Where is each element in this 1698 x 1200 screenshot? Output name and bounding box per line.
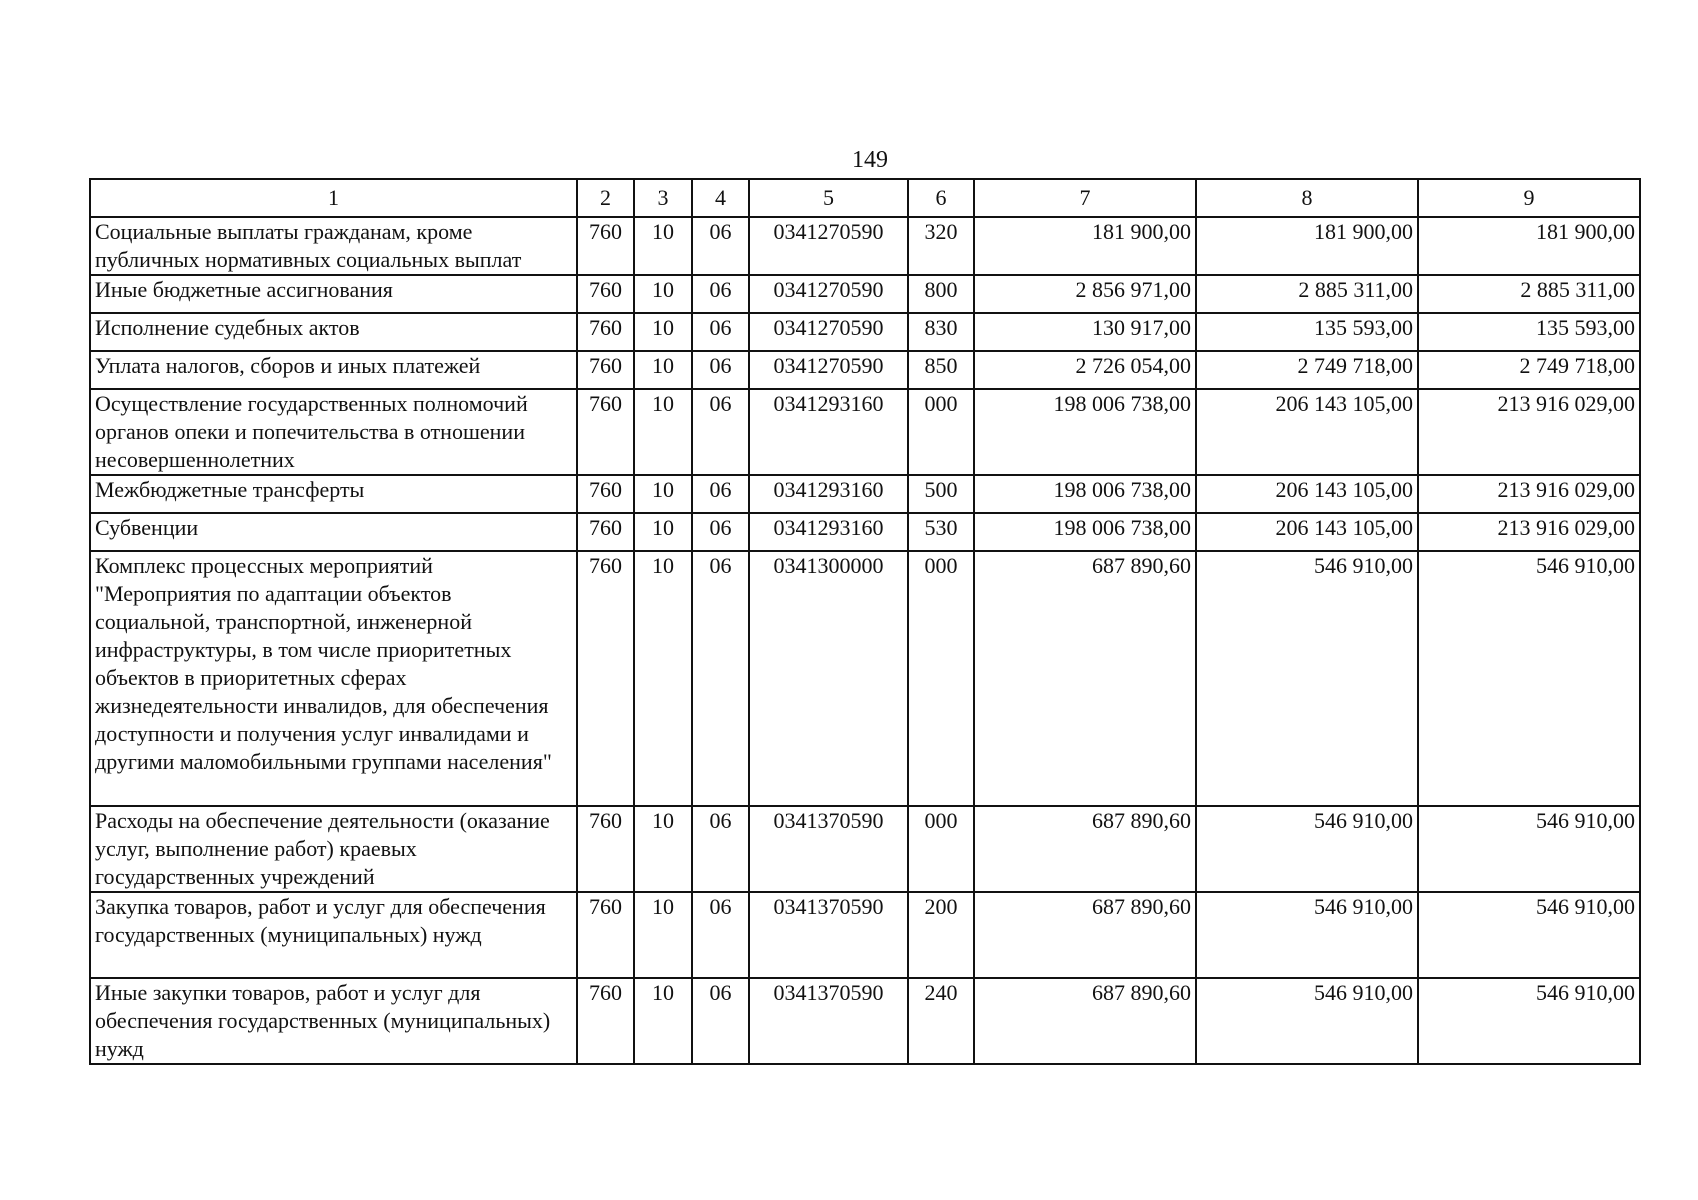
row-code-6: 850: [908, 351, 974, 389]
row-code-5: 0341370590: [749, 892, 908, 978]
row-code-4: 06: [692, 275, 749, 313]
row-code-2: 760: [577, 513, 634, 551]
header-cell: 3: [634, 179, 692, 217]
row-name: Закупка товаров, работ и услуг для обеспечения государственных (муниципальных) нужд: [90, 892, 577, 978]
row-amount-9: 181 900,00: [1418, 217, 1640, 275]
row-amount-7: 198 006 738,00: [974, 513, 1196, 551]
row-code-3: 10: [634, 313, 692, 351]
row-name: Субвенции: [90, 513, 577, 551]
row-amount-7: 687 890,60: [974, 551, 1196, 806]
row-amount-9: 546 910,00: [1418, 551, 1640, 806]
row-amount-9: 546 910,00: [1418, 806, 1640, 892]
row-amount-7: 687 890,60: [974, 892, 1196, 978]
table-row: [90, 475, 1640, 513]
row-name: Исполнение судебных актов: [90, 313, 577, 351]
budget-table: [89, 178, 1641, 1065]
row-amount-8: 2 749 718,00: [1196, 351, 1418, 389]
row-code-4: 06: [692, 389, 749, 475]
row-code-5: 0341293160: [749, 513, 908, 551]
row-amount-8: 206 143 105,00: [1196, 513, 1418, 551]
row-amount-8: 546 910,00: [1196, 806, 1418, 892]
row-amount-9: 2 749 718,00: [1418, 351, 1640, 389]
row-amount-8: 546 910,00: [1196, 978, 1418, 1064]
row-code-2: 760: [577, 475, 634, 513]
row-amount-8: 181 900,00: [1196, 217, 1418, 275]
header-cell: 7: [974, 179, 1196, 217]
row-code-2: 760: [577, 892, 634, 978]
row-code-4: 06: [692, 892, 749, 978]
page-number: 149: [852, 147, 888, 173]
row-code-5: 0341270590: [749, 313, 908, 351]
row-amount-7: 181 900,00: [974, 217, 1196, 275]
row-name: Уплата налогов, сборов и иных платежей: [90, 351, 577, 389]
row-code-4: 06: [692, 217, 749, 275]
row-code-3: 10: [634, 978, 692, 1064]
header-cell: 6: [908, 179, 974, 217]
table-row: [90, 389, 1640, 475]
header-cell: 1: [90, 179, 577, 217]
row-name: Расходы на обеспечение деятельности (оказание услуг, выполнение работ) краевых государственных учреждений: [90, 806, 577, 892]
table-row: [90, 313, 1640, 351]
row-code-6: 240: [908, 978, 974, 1064]
header-cell: 2: [577, 179, 634, 217]
row-code-6: 800: [908, 275, 974, 313]
row-code-5: 0341293160: [749, 475, 908, 513]
row-amount-9: 135 593,00: [1418, 313, 1640, 351]
table-row: [90, 275, 1640, 313]
row-amount-7: 2 856 971,00: [974, 275, 1196, 313]
row-code-6: 320: [908, 217, 974, 275]
row-name: Комплекс процессных мероприятий "Мероприятия по адаптации объектов социальной, транспортной, инженерной инфраструктуры, в том числе приоритетных объектов в приоритетных сферах жизнедеятельности инвалидов, для обеспечения доступности и получения услуг инвалидами и другими маломобильными группами населения": [90, 551, 577, 806]
row-code-4: 06: [692, 978, 749, 1064]
row-code-2: 760: [577, 313, 634, 351]
header-cell: 8: [1196, 179, 1418, 217]
row-amount-9: 2 885 311,00: [1418, 275, 1640, 313]
row-code-6: 530: [908, 513, 974, 551]
row-amount-8: 206 143 105,00: [1196, 389, 1418, 475]
table-row: [90, 513, 1640, 551]
row-amount-7: 2 726 054,00: [974, 351, 1196, 389]
row-amount-7: 687 890,60: [974, 978, 1196, 1064]
row-amount-8: 206 143 105,00: [1196, 475, 1418, 513]
row-code-3: 10: [634, 351, 692, 389]
row-code-2: 760: [577, 978, 634, 1064]
row-amount-8: 546 910,00: [1196, 892, 1418, 978]
row-amount-9: 546 910,00: [1418, 892, 1640, 978]
header-cell: 9: [1418, 179, 1640, 217]
row-code-3: 10: [634, 513, 692, 551]
row-amount-8: 546 910,00: [1196, 551, 1418, 806]
row-code-4: 06: [692, 475, 749, 513]
row-code-4: 06: [692, 806, 749, 892]
row-amount-9: 213 916 029,00: [1418, 389, 1640, 475]
row-code-6: 830: [908, 313, 974, 351]
table-row: [90, 892, 1640, 978]
row-amount-8: 135 593,00: [1196, 313, 1418, 351]
header-cell: 4: [692, 179, 749, 217]
row-amount-9: 213 916 029,00: [1418, 513, 1640, 551]
row-amount-7: 130 917,00: [974, 313, 1196, 351]
row-code-5: 0341270590: [749, 275, 908, 313]
row-amount-8: 2 885 311,00: [1196, 275, 1418, 313]
row-code-4: 06: [692, 351, 749, 389]
table-row: [90, 551, 1640, 806]
row-code-4: 06: [692, 313, 749, 351]
row-name: Межбюджетные трансферты: [90, 475, 577, 513]
table-row: [90, 351, 1640, 389]
row-name: Иные закупки товаров, работ и услуг для обеспечения государственных (муниципальных) нужд: [90, 978, 577, 1064]
row-code-6: 000: [908, 389, 974, 475]
row-code-3: 10: [634, 551, 692, 806]
row-code-6: 000: [908, 551, 974, 806]
row-amount-9: 546 910,00: [1418, 978, 1640, 1064]
row-code-2: 760: [577, 217, 634, 275]
table-row: [90, 978, 1640, 1064]
row-code-6: 500: [908, 475, 974, 513]
row-name: Социальные выплаты гражданам, кроме публичных нормативных социальных выплат: [90, 217, 577, 275]
row-code-5: 0341300000: [749, 551, 908, 806]
row-code-2: 760: [577, 551, 634, 806]
row-code-4: 06: [692, 551, 749, 806]
row-code-3: 10: [634, 275, 692, 313]
row-code-5: 0341370590: [749, 978, 908, 1064]
row-code-3: 10: [634, 806, 692, 892]
row-amount-7: 198 006 738,00: [974, 389, 1196, 475]
header-cell: 5: [749, 179, 908, 217]
row-code-2: 760: [577, 389, 634, 475]
table-header-row: [90, 179, 1640, 217]
row-code-5: 0341270590: [749, 217, 908, 275]
row-code-2: 760: [577, 351, 634, 389]
row-code-3: 10: [634, 475, 692, 513]
row-code-5: 0341370590: [749, 806, 908, 892]
row-amount-7: 198 006 738,00: [974, 475, 1196, 513]
row-code-2: 760: [577, 806, 634, 892]
row-code-6: 000: [908, 806, 974, 892]
row-name: Осуществление государственных полномочий органов опеки и попечительства в отношении несовершеннолетних: [90, 389, 577, 475]
row-amount-9: 213 916 029,00: [1418, 475, 1640, 513]
row-code-5: 0341293160: [749, 389, 908, 475]
row-amount-7: 687 890,60: [974, 806, 1196, 892]
row-code-5: 0341270590: [749, 351, 908, 389]
row-name: Иные бюджетные ассигнования: [90, 275, 577, 313]
row-code-3: 10: [634, 389, 692, 475]
row-code-3: 10: [634, 217, 692, 275]
table-row: [90, 217, 1640, 275]
row-code-3: 10: [634, 892, 692, 978]
table-row: [90, 806, 1640, 892]
row-code-4: 06: [692, 513, 749, 551]
row-code-2: 760: [577, 275, 634, 313]
row-code-6: 200: [908, 892, 974, 978]
